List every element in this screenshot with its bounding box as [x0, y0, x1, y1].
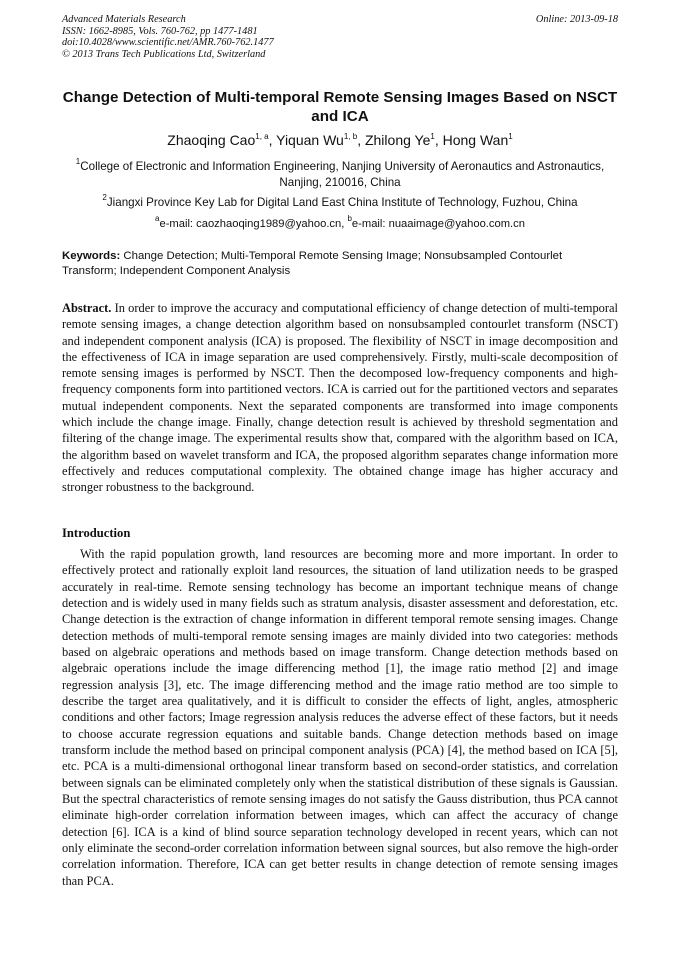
abstract — [62, 300, 618, 496]
author-emails — [62, 216, 618, 232]
affiliation-text: Jiangxi Province Key Lab for Digital Land East China Institute of Technology, Fuzhou, China — [106, 196, 578, 209]
author-affiliation-marker: 1 — [430, 132, 435, 141]
author-separator: , — [434, 132, 443, 148]
email-marker-b: b — [347, 214, 352, 223]
author-name: Hong Wan — [442, 132, 509, 148]
abstract-label: Abstract. — [62, 301, 112, 315]
doi-line: doi:10.4028/www.scientific.net/AMR.760-762.1477 — [62, 37, 274, 49]
author-separator: , — [357, 132, 365, 148]
email-b: e-mail: nuaaimage@yahoo.com.cn — [351, 218, 525, 230]
affiliation-marker: 2 — [102, 193, 107, 202]
author-name: Yiquan Wu — [276, 132, 344, 148]
keywords-text: Change Detection; Multi-Temporal Remote Sensing Image; Nonsubsampled Contourlet Transform; Independent Component Analysis — [62, 250, 563, 277]
author-name: Zhaoqing Cao — [167, 132, 256, 148]
keywords — [62, 249, 618, 279]
email-a: e-mail: caozhaoqing1989@yahoo.cn, — [159, 218, 348, 230]
affiliation-2 — [62, 195, 618, 211]
author-affiliation-marker: 1, b — [343, 132, 358, 141]
email-marker-a: a — [155, 214, 160, 223]
introduction-paragraph: With the rapid population growth, land resources are becoming more and more important. In order to effectively protect and rationally exploit land resources, the situation of land utilization needs to be grasped accurately in real-time. Remote sensing technology has become an important technique means of change detection and is widely used in many fields such as stratum analysis, disaster assessment and deforestation, etc. Change detection is the extraction of change information in different temporal remote sensing images. Change detection methods of multi-temporal remote sensing images are mainly divided into two categories: methods based on algebraic operations and methods based on image transform. Change detection methods based on algebraic operations include the image differencing method [1], the image ratio method [2] and image regression analysis [3], etc. The image differencing method and the image ratio method are too simple to describe the target area qualitatively, and it is difficult to consider the effects of light, angles, atmospheric conditions and other factors; Image regression analysis reduces the adverse effect of these factors, but it needs to choose accurate regression equations and suitable bands. Change detection methods based on image transform include the method based on principal component analysis (PCA) [4], the method based on ICA [5], etc. PCA is a multi-dimensional orthogonal linear transform based on second-order statistics, and correlation between signals can be eliminated completely only when the statistical distribution of these signals is Gaussian. But the spectral characteristics of remote sensing images do not satisfy the Gauss distribution, thus PCA cannot eliminate high-order correlation information between images, which can affect the accuracy of change detection [6]. ICA is a kind of blind source separation technology developed in recent years, which can not only eliminate the second-order correlation information between signal sources, but also remove the high-order correlation information. Therefore, ICA can get better results in change detection of remote sensing images than PCA. — [62, 547, 618, 888]
issn-line: ISSN: 1662-8985, Vols. 760-762, pp 1477-1481 — [62, 25, 258, 37]
journal-header — [62, 14, 618, 60]
author-list — [62, 131, 618, 149]
author-separator: , — [268, 132, 277, 148]
author-affiliation-marker: 1, a — [255, 132, 269, 141]
journal-name: Advanced Materials Research — [62, 14, 186, 25]
keywords-label: Keywords: — [62, 250, 121, 262]
affiliation-text: College of Electronic and Information Engineering, Nanjing University of Aeronautics and Astronautics, Nanjing, 210016, China — [80, 160, 605, 190]
online-date: Online: 2013-09-18 — [535, 14, 618, 25]
paper-title: Change Detection of Multi-temporal Remote Sensing Images Based on NSCT and ICA — [62, 89, 618, 125]
author-name: Zhilong Ye — [364, 132, 431, 148]
abstract-text: In order to improve the accuracy and computational efficiency of change detection of multi-temporal remote sensing images, a change detection algorithm based on nonsubsampled contourlet transform (NSCT) and independent component analysis (ICA) is proposed. The flexibility of NSCT in image decomposition and the effectiveness of ICA in image separation are used comprehensively. Firstly, multi-scale decomposition of remote sensing images is performed by NSCT. Then the decomposed low-frequency components and high-frequency components form into partitioned vectors. ICA is carried out for the partitioned vectors and separates mutual independent components. Next the separated components are transformed into image components which include the change image. Finally, change detection result is achieved by threshold segmentation and filtering of the change image. The experimental results show that, compared with the algorithm based on ICA, the algorithm based on wavelet transform and ICA, the proposed algorithm separates change information more effectively and reduces computational complexity. The obtained change image has higher accuracy and stronger robustness to the background. — [62, 301, 618, 495]
affiliation-marker: 1 — [75, 157, 81, 166]
copyright-line: © 2013 Trans Tech Publications Ltd, Switzerland — [62, 48, 266, 60]
introduction-heading: Introduction — [62, 526, 131, 540]
author-affiliation-marker: 1 — [508, 132, 513, 141]
affiliation-1 — [62, 159, 618, 191]
